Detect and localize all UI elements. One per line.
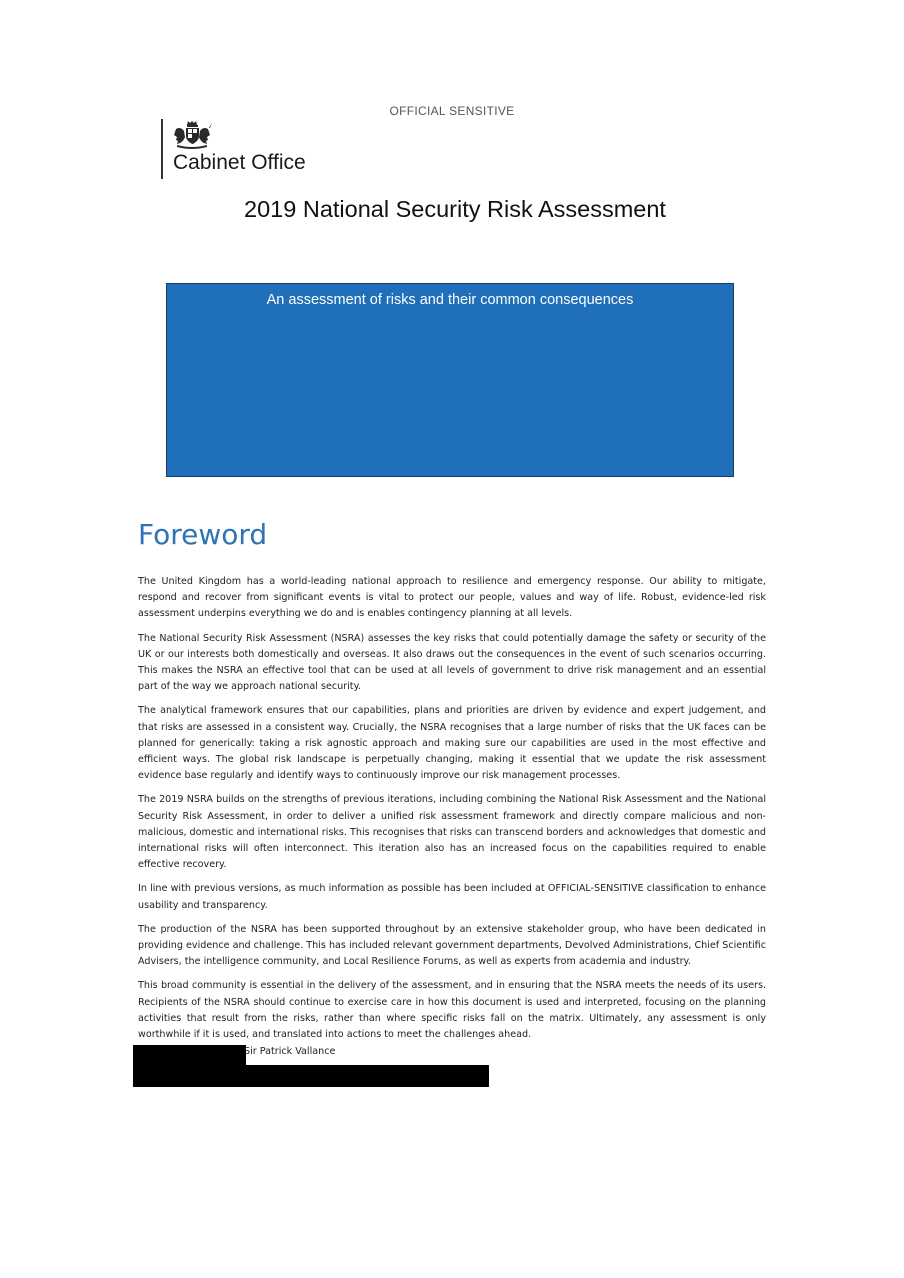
document-title: 2019 National Security Risk Assessment <box>244 196 666 222</box>
foreword-paragraph: This broad community is essential in the delivery of the assessment, and in ensuring that the NSRA meets the needs of its users. Recipients of the NSRA should continue to exercise care in how this document is used and interpreted, focusing on the planning activities that result from the risks, rather than where specific risks fall on the matrix. Ultimately, any assessment is only worthwhile if it is used, and translated into actions to meet the challenges ahead. <box>138 980 766 1041</box>
organisation-name: Cabinet Office <box>173 151 306 174</box>
foreword-paragraph: In line with previous versions, as much information as possible has been included at OFFICIAL-SENSITIVE classification to enhance usability and transparency. <box>138 883 766 911</box>
redaction-block <box>133 1045 246 1065</box>
foreword-paragraph: The United Kingdom has a world-leading national approach to resilience and emergency response. Our ability to mitigate, respond and recover from significant events is vital to protect our people, values and way of life. Robust, evidence-led risk assessment underpins everything we do and is enables contingency planning at all levels. <box>138 576 766 620</box>
foreword-paragraph: The analytical framework ensures that our capabilities, plans and priorities are driven by evidence and expert judgement, and that risks are assessed in a consistent way. Crucially, the NSRA recognises that a large number of risks that the UK faces can be planned for generically: taking a risk agnostic approach and making sure our capabilities are used in the most effective and efficient ways. The global risk landscape is perpetually changing, making it essential that we update the risk assessment evidence base regularly and identify ways to continuously improve our risk management processes. <box>138 705 766 782</box>
cover-banner <box>166 283 734 477</box>
royal-coat-of-arms-icon <box>171 119 213 149</box>
redaction-block <box>133 1065 489 1087</box>
banner-subtitle: An assessment of risks and their common consequences <box>266 292 634 308</box>
foreword-paragraph: The 2019 NSRA builds on the strengths of previous iterations, including combining the National Risk Assessment and the National Security Risk Assessment, in order to deliver a unified risk assessment framework and directly compare malicious and non-malicious, domestic and international risks. This recognises that risks can transcend borders and acknowledges that domestic and international risks will often interconnect. This iteration also has an increased focus on the capabilities required to enable effective recovery. <box>138 794 766 871</box>
cabinet-office-logo <box>161 119 306 179</box>
classification-marking: OFFICIAL SENSITIVE <box>389 104 515 118</box>
foreword-heading: Foreword <box>138 518 268 551</box>
signatory-name: Sir Patrick Vallance <box>244 1046 336 1057</box>
foreword-paragraph: The production of the NSRA has been supported throughout by an extensive stakeholder group, who have been dedicated in providing evidence and challenge. This has included relevant government departments, Devolved Administrations, Chief Scientific Advisers, the intelligence community, and Local Resilience Forums, as well as experts from academia and industry. <box>138 923 766 968</box>
foreword-body <box>138 574 766 1051</box>
foreword-paragraph: The National Security Risk Assessment (NSRA) assesses the key risks that could potentially damage the safety or security of the UK or our interests both domestically and overseas. It also draws out the consequences in the event of such scenarios occurring. This makes the NSRA an effective tool that can be used at all levels of government to drive risk management and an essential part of the way we approach national security. <box>138 632 766 693</box>
